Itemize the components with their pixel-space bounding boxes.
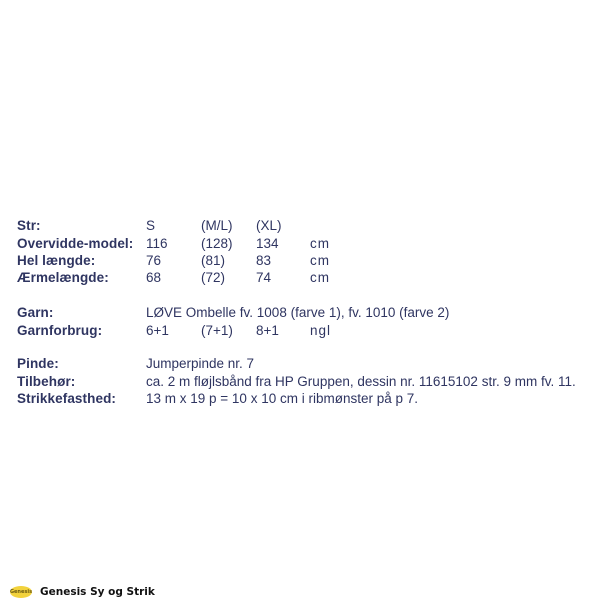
measurement-label: Overvidde-model: bbox=[17, 236, 134, 251]
measurement-value-s: 68 bbox=[146, 270, 162, 285]
yarn-value: LØVE Ombelle fv. 1008 (farve 1), fv. 1010 (farve 2) bbox=[146, 305, 450, 320]
measurement-value-xl: 83 bbox=[256, 253, 272, 268]
measurement-value-s: 76 bbox=[146, 253, 162, 268]
needles-value: Jumperpinde nr. 7 bbox=[146, 356, 255, 371]
yarn-usage-ml: (7+1) bbox=[201, 323, 233, 338]
measurement-unit: cm bbox=[310, 236, 330, 251]
yarn-usage-unit: ngl bbox=[310, 323, 332, 338]
size-ml: (M/L) bbox=[201, 218, 233, 233]
gauge-label: Strikkefasthed: bbox=[17, 391, 117, 406]
sizes-label: Str: bbox=[17, 218, 41, 233]
needles-label: Pinde: bbox=[17, 356, 59, 371]
accessories-value: ca. 2 m fløjlsbånd fra HP Gruppen, dessin nr. 11615102 str. 9 mm fv. 11. bbox=[146, 374, 576, 389]
accessories-label: Tilbehør: bbox=[17, 374, 76, 389]
yarn-usage-xl: 8+1 bbox=[256, 323, 279, 338]
size-s: S bbox=[146, 218, 156, 233]
measurement-unit: cm bbox=[310, 270, 330, 285]
measurement-value-ml: (81) bbox=[201, 253, 226, 268]
measurement-value-ml: (72) bbox=[201, 270, 226, 285]
yarn-usage-label: Garnforbrug: bbox=[17, 323, 103, 338]
size-xl: (XL) bbox=[256, 218, 282, 233]
brand-name: Genesis Sy og Strik bbox=[40, 586, 155, 598]
measurement-value-xl: 134 bbox=[256, 236, 279, 251]
measurement-label: Ærmelængde: bbox=[17, 270, 109, 285]
measurement-unit: cm bbox=[310, 253, 330, 268]
measurement-value-ml: (128) bbox=[201, 236, 233, 251]
measurement-value-xl: 74 bbox=[256, 270, 272, 285]
footer-watermark bbox=[10, 584, 155, 600]
genesis-logo-icon bbox=[10, 586, 32, 598]
measurement-value-s: 116 bbox=[146, 236, 168, 251]
yarn-usage-s: 6+1 bbox=[146, 323, 169, 338]
measurement-label: Hel længde: bbox=[17, 253, 96, 268]
logo-text: Genesis bbox=[9, 589, 33, 595]
gauge-value: 13 m x 19 p = 10 x 10 cm i ribmønster på p 7. bbox=[146, 391, 418, 406]
yarn-label: Garn: bbox=[17, 305, 54, 320]
